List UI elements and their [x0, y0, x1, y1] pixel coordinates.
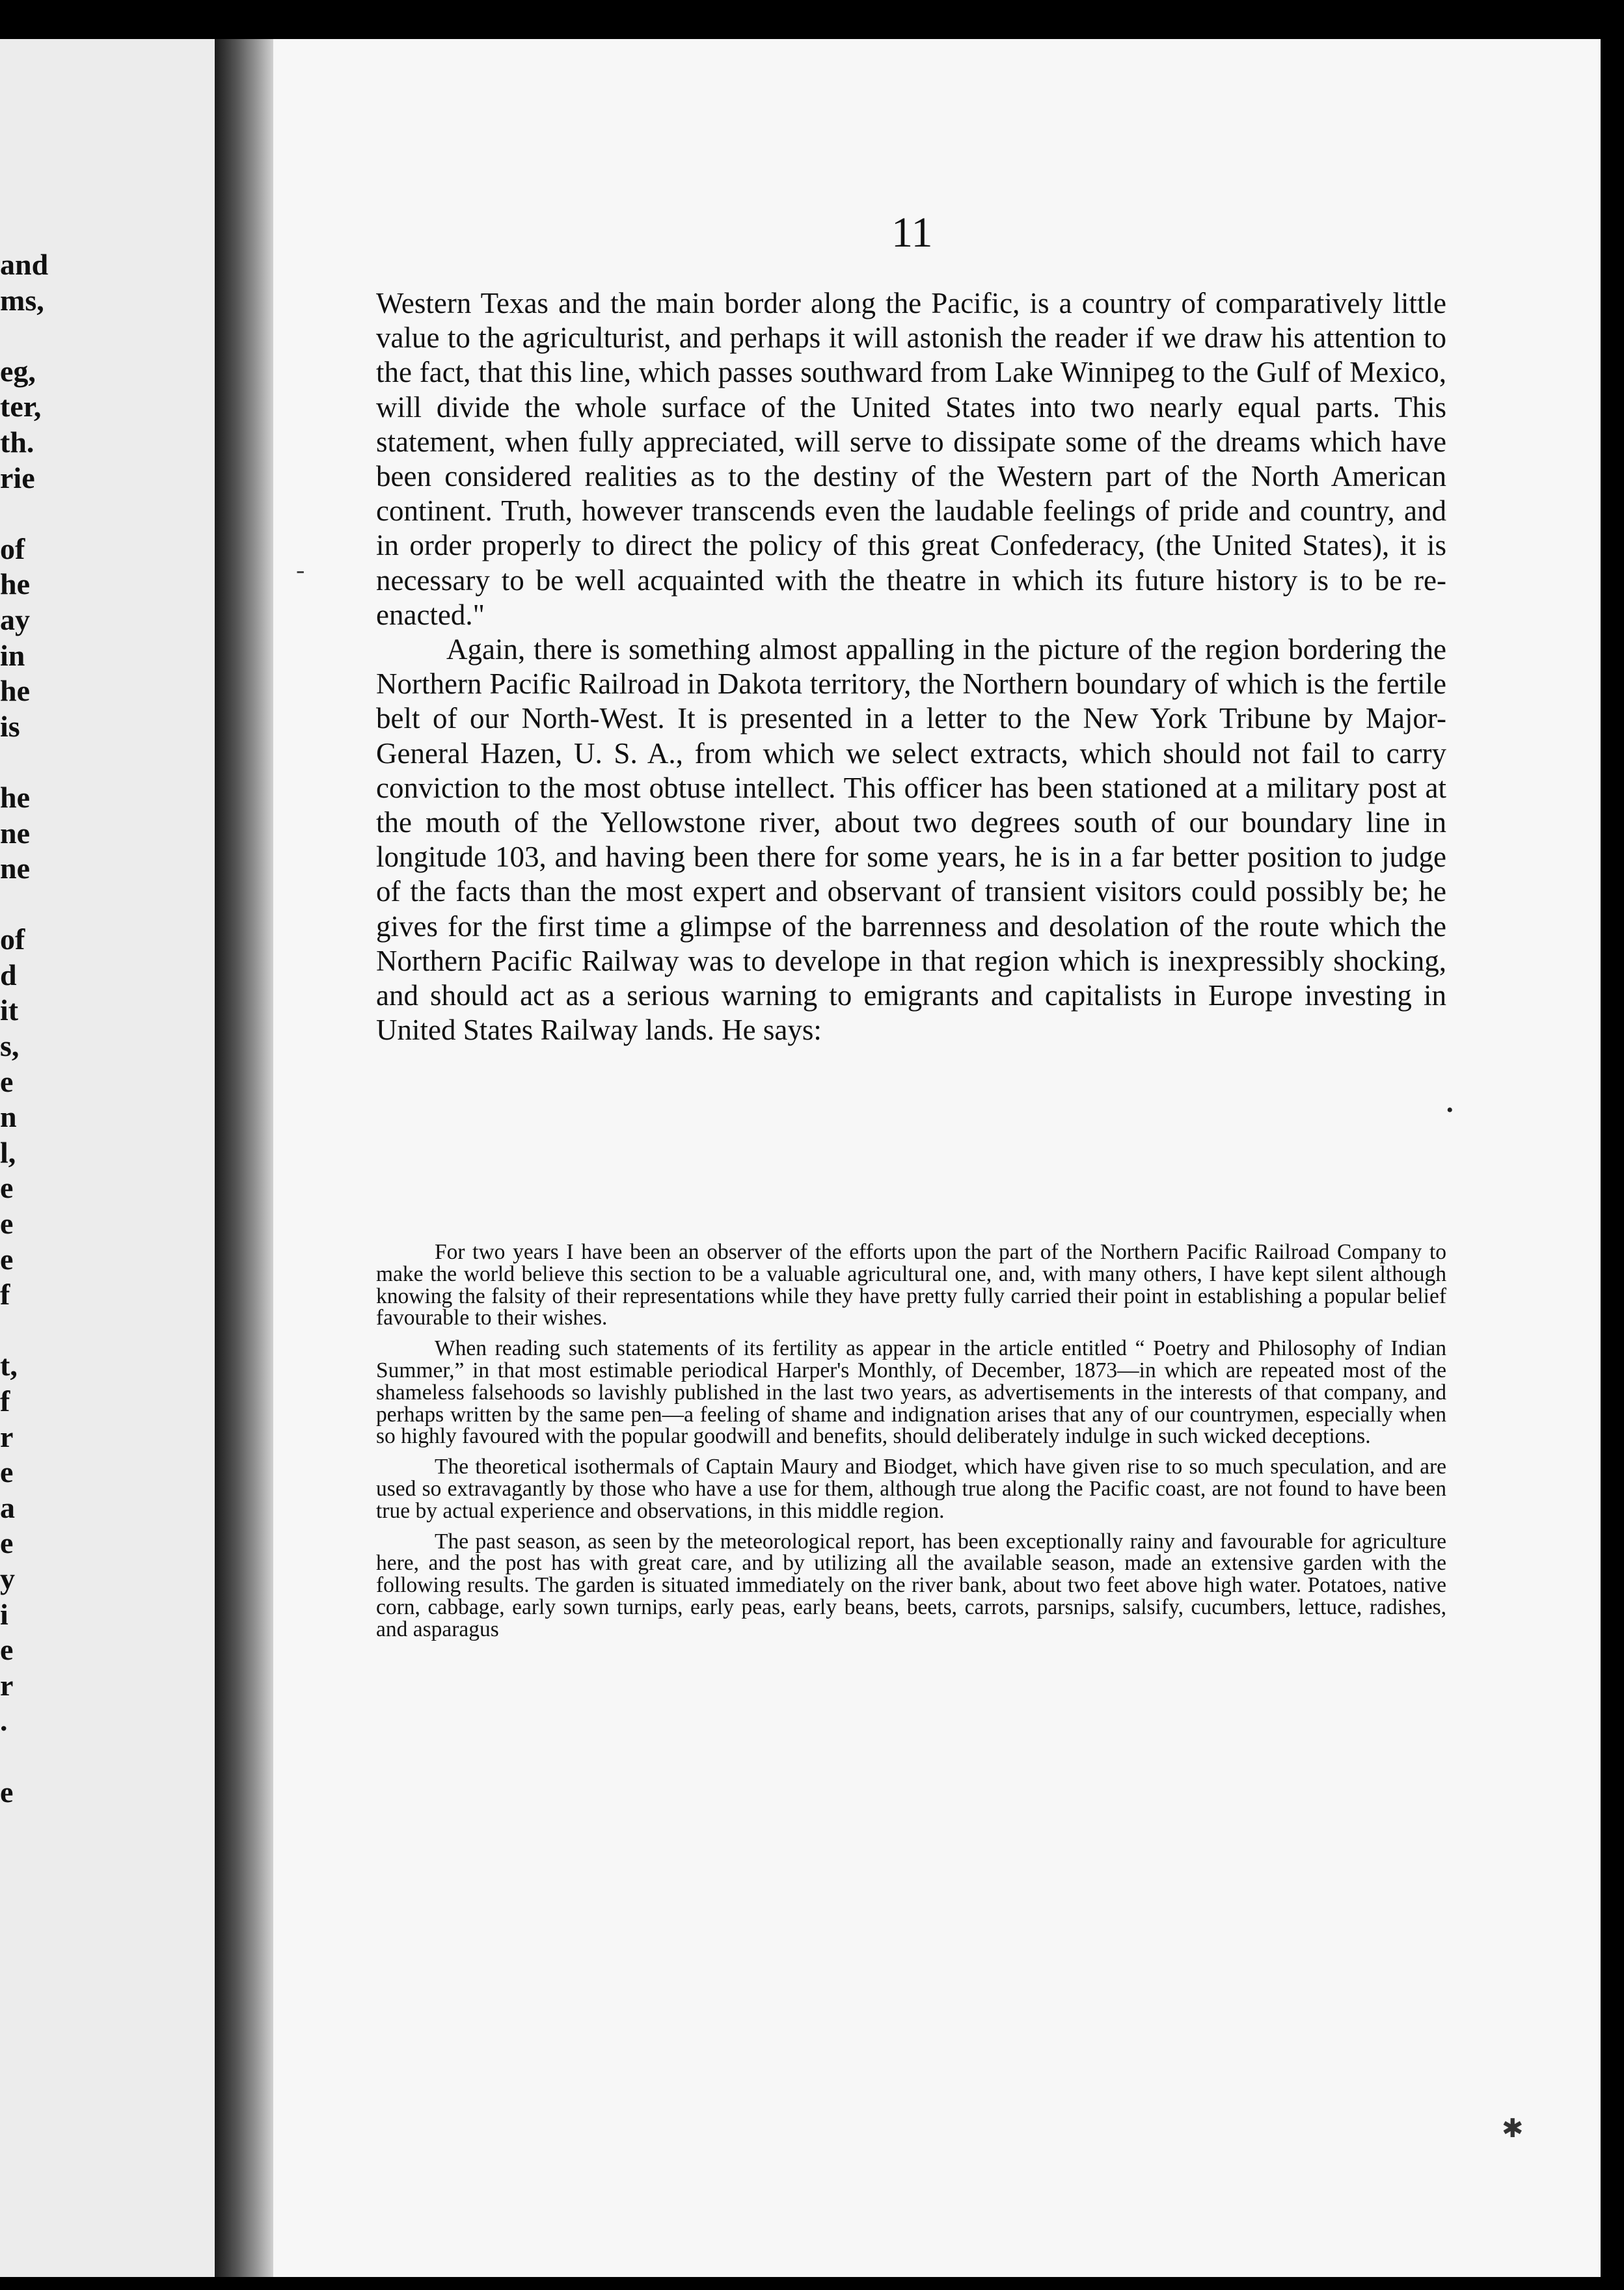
left-page-fragment: e	[0, 1455, 14, 1489]
body-paragraph: Again, there is something almost appalling in the picture of the region bordering the Northern Pacific Railroad in Dakota territory, the Northern boundary of which is the fertile belt of our North-West. It is presented in a letter to the New York Tribune by Major-General Hazen, U. S. A., from which we select extracts, which should not fail to carry conviction to the most obtuse intellect. This officer has been stationed at a military post at the mouth of the Yellowstone river, about two degrees south of our boundary line in longitude 103, and having been there for some years, he is in a far better position to judge of the facts than the most expert and observant of transient visitors could possibly be; he gives for the first time a glimpse of the barrenness and desolation of the route which the Northern Pacific Railway was to develope in that region which is inexpressibly shocking, and should act as a serious warning to emigrants and capitalists in Europe investing in United States Railway lands. He says:	[376, 633, 1446, 1047]
left-page-fragment: he	[0, 674, 30, 708]
left-page-text-fragments	[0, 247, 221, 1810]
left-page-fragment: i	[0, 1597, 8, 1631]
left-page-fragment	[0, 1739, 221, 1775]
left-page-fragment: ne	[0, 852, 30, 885]
left-page-fragment: he	[0, 780, 30, 814]
quote-paragraph: The theoretical isothermals of Captain Maury and Biodget, which have given rise to so much speculation, and are used so extravagantly by those who have a use for them, although true along the Pacific coast, are not found to have been true by actual experience and observations, in this middle region.	[376, 1455, 1446, 1523]
left-page-fragment	[0, 744, 221, 780]
left-page-fragment: e	[0, 1064, 14, 1098]
left-page-fragment: f	[0, 1384, 10, 1418]
left-page-fragment	[0, 318, 221, 354]
left-page-fragment: r	[0, 1668, 14, 1702]
quoted-letter	[376, 1241, 1446, 1649]
left-page-fragment: f	[0, 1278, 10, 1312]
corner-speck-mark: ✱	[1502, 2114, 1524, 2143]
quote-paragraph: For two years I have been an observer of the efforts upon the part of the Northern Pacific Railroad Company to make the world believe this section to be a valuable agricultural one, and, with many others, I have kept silent although knowing the falsity of their representations while they have pretty fully carried their point in establishing a popular belief favourable to their wishes.	[376, 1240, 1446, 1330]
left-page-fragment: is	[0, 709, 20, 743]
left-page-fragment: l,	[0, 1135, 16, 1169]
left-page-fragment: e	[0, 1207, 14, 1241]
body-paragraph: Western Texas and the main border along the Pacific, is a country of comparatively little value to the agriculturist, and perhaps it will astonish the reader if we draw his attention to the fact, that this line, which passes southward from Lake Winnipeg to the Gulf of Mexico, will divide the whole surface of the United States into two nearly equal parts. This statement, when fully appreciated, will serve to dissipate some of the dreams which have been considered realities as to the destiny of the Western part of the North American continent. Truth, however transcends even the laudable feelings of pride and country, and in order properly to direct the policy of this great Confederacy, (the United States), it is necessary to be well acquainted with the theatre in which its future history is to be re-enacted."	[376, 287, 1446, 631]
left-page-fragment: r	[0, 1420, 14, 1453]
left-page-fragment: ne	[0, 816, 30, 850]
scan-bottom-border	[0, 2277, 1624, 2290]
left-page-fragment: rie	[0, 461, 35, 494]
left-page-fragment: e	[0, 1775, 14, 1809]
left-page-fragment: in	[0, 638, 25, 672]
scan-right-border	[1601, 0, 1624, 2290]
left-page-fragment: .	[0, 1704, 8, 1738]
left-page-fragment: and	[0, 248, 49, 281]
left-page-fragment: e	[0, 1171, 14, 1205]
left-page-fragment: it	[0, 993, 19, 1027]
page-number: 11	[891, 209, 933, 256]
left-page-fragment: ter,	[0, 390, 42, 424]
left-page-fragment: e	[0, 1242, 14, 1276]
left-page-fragment	[0, 887, 221, 923]
left-page-fragment: e	[0, 1633, 14, 1667]
left-page-fragment: ms,	[0, 283, 44, 317]
left-page-fragment: e	[0, 1526, 14, 1560]
main-body-text	[376, 286, 1446, 1047]
left-page-fragment: a	[0, 1490, 15, 1524]
gutter-speck-mark: -	[296, 555, 305, 584]
left-page-fragment: s,	[0, 1029, 20, 1063]
left-page-fragment: t,	[0, 1349, 18, 1382]
left-page-fragment: he	[0, 567, 30, 601]
margin-dot-mark: •	[1446, 1099, 1454, 1121]
left-page-fragment: th.	[0, 425, 34, 459]
left-page-fragment: y	[0, 1561, 15, 1595]
quote-paragraph: When reading such statements of its fertility as appear in the article entitled “ Poetry and Philosophy of Indian Summer,” in that most estimable periodical Harper's Monthly, of December, 1873—in which are repeated most of the shameless falsehoods so lavishly published in the last two years, as advertisements in the interests of that company, and perhaps written by the same pen—a feeling of shame and indignation arises that any of our countrymen, especially when so highly favoured with the popular goodwill and benefits, should deliberately indulge in such wicked deceptions.	[376, 1336, 1446, 1449]
left-page-fragment: of	[0, 923, 25, 956]
left-page-fragment: of	[0, 532, 25, 565]
quote-paragraph: The past season, as seen by the meteorological report, has been exceptionally rainy and favourable for agriculture here, and the post has with great care, and by utilizing all the available season, made an extensive garden with the following results. The garden is situated immediately on the river bank, about two feet above high water. Potatoes, native corn, cabbage, early sown turnips, early peas, early beans, beets, carrots, parsnips, salsify, cucumbers, lettuce, radishes, and asparagus	[376, 1529, 1446, 1641]
left-page-fragment: n	[0, 1100, 17, 1134]
left-page-fragment: ay	[0, 602, 30, 636]
left-page-fragment: eg,	[0, 354, 36, 388]
left-page-fragment: d	[0, 958, 17, 991]
left-page-fragment	[0, 1313, 221, 1349]
left-page-fragment	[0, 496, 221, 532]
